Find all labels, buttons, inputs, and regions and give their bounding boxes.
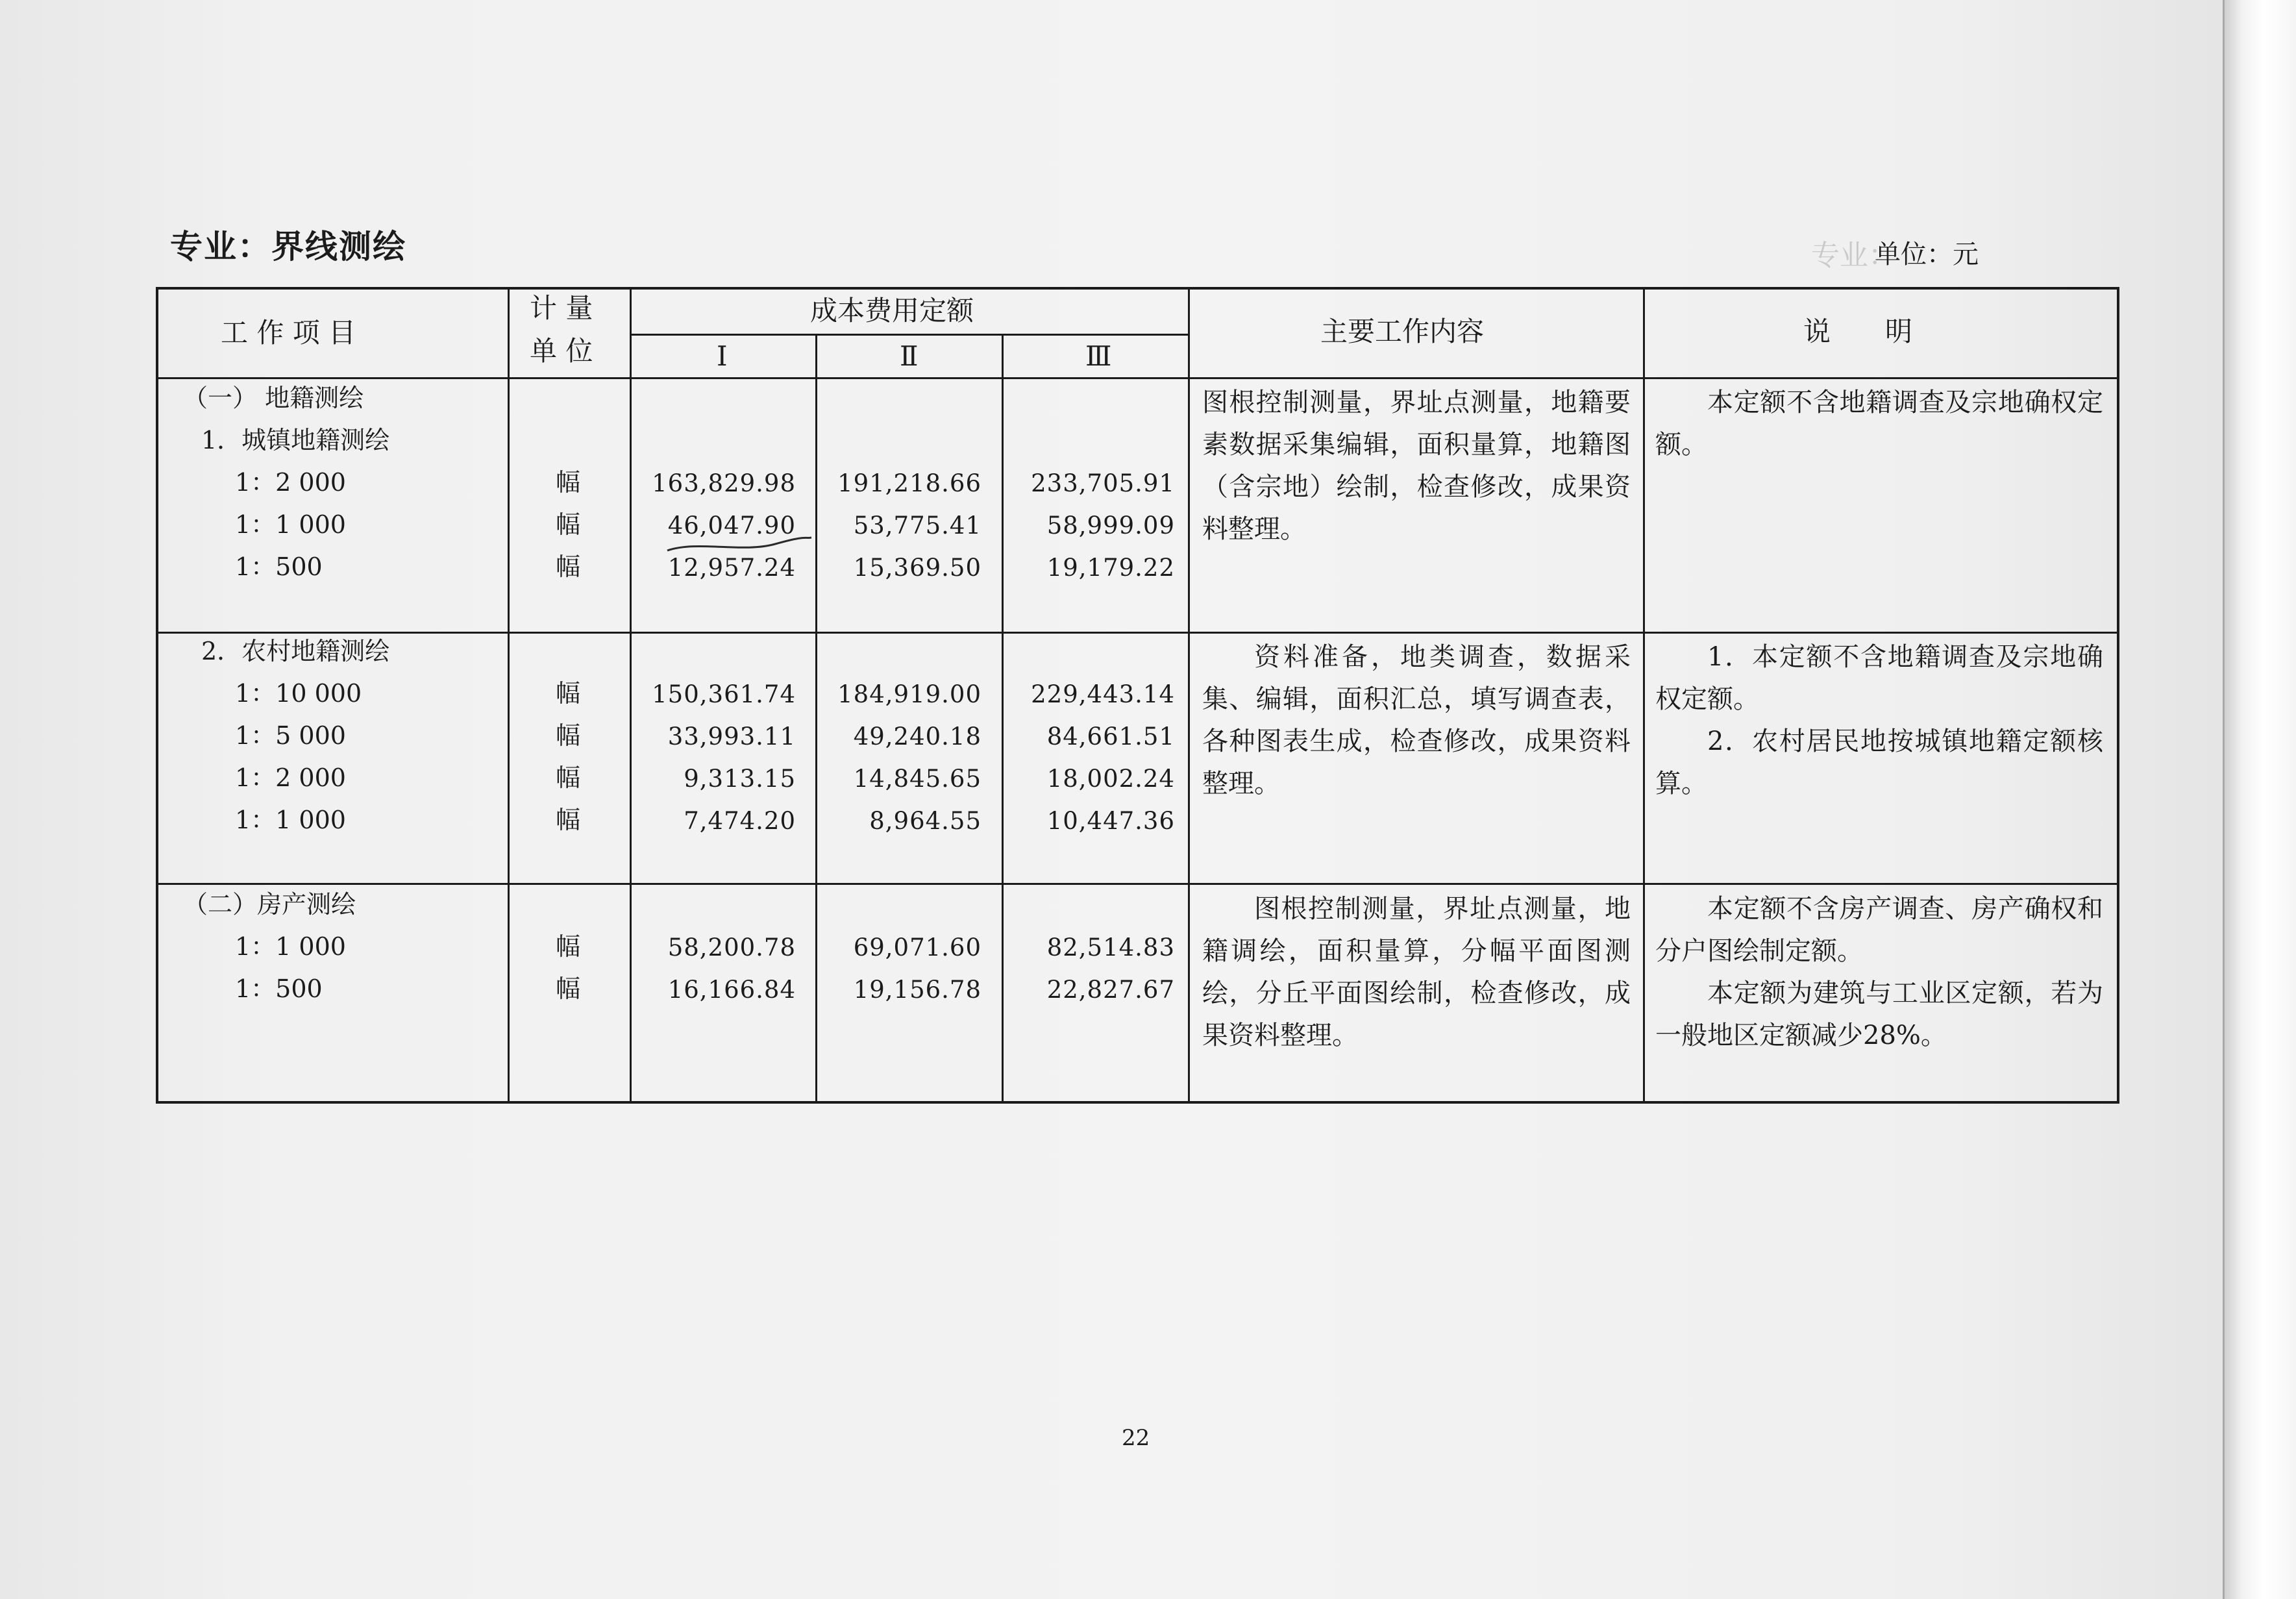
row-value-grade3: 84,661.51: [1046, 723, 1175, 750]
row-unit: 幅: [556, 552, 581, 581]
row-value-grade3: 233,705.91: [1031, 469, 1175, 497]
row-value-grade2: 184,919.00: [837, 680, 981, 708]
section-title: （一） 地籍测绘: [183, 384, 364, 412]
row-value-grade1: 7,474.20: [684, 807, 796, 835]
note-text: 本定额为建筑与工业区定额，若为一般地区定额减少28%。: [1655, 978, 2103, 1050]
row-value-grade1: 16,166.84: [667, 976, 796, 1004]
subsection-title: 1．城镇地籍测绘: [201, 426, 390, 454]
row-value-grade2: 53,775.41: [853, 512, 981, 539]
row-value-grade2: 191,218.66: [837, 469, 981, 497]
row-scale: 1：10 000: [235, 679, 362, 708]
row-scale: 1：1 000: [235, 932, 346, 961]
note-text: 2．农村居民地按城镇地籍定额核算。: [1655, 726, 2103, 799]
quota-table: [156, 287, 2119, 1104]
row-value-grade2: 49,240.18: [853, 723, 981, 750]
header-main-content: 主要工作内容: [1320, 316, 1485, 347]
row-value-grade3: 58,999.09: [1046, 512, 1175, 539]
header-cost-quota: 成本费用定额: [810, 295, 974, 327]
row-value-grade2: 15,369.50: [853, 554, 981, 582]
header-grade-2: Ⅱ: [900, 340, 919, 372]
row-unit: 幅: [556, 932, 581, 961]
page-title: 专业：界线测绘: [170, 227, 406, 266]
row-value-grade3: 229,443.14: [1031, 680, 1175, 708]
subsection-title: 2．农村地籍测绘: [201, 637, 390, 665]
row-value-grade1: 12,957.24: [667, 554, 796, 582]
row-value-grade3: 22,827.67: [1046, 976, 1175, 1004]
main-content-text: 图根控制测量，界址点测量，地籍要素数据采集编辑，面积量算，地籍图（含宗地）绘制，检查修改，成果资料整理。: [1202, 388, 1631, 544]
row-unit: 幅: [556, 763, 581, 792]
note-text: 1．本定额不含地籍调查及宗地确权定额。: [1655, 642, 2103, 714]
row-scale: 1：5 000: [235, 721, 346, 750]
row-scale: 1：500: [235, 974, 323, 1003]
row-scale: 1：1 000: [235, 806, 346, 834]
header-work-item: 工 作 项 目: [221, 317, 356, 349]
row-value-grade3: 82,514.83: [1046, 934, 1175, 961]
row-unit: 幅: [556, 679, 581, 708]
header-note: 说 明: [1803, 316, 1913, 347]
header-grade-1: Ⅰ: [717, 340, 728, 372]
row-value-grade1: 163,829.98: [652, 469, 796, 497]
section-title: （二）房产测绘: [183, 890, 356, 919]
row-scale: 1：2 000: [235, 763, 346, 792]
page-number: 22: [1122, 1425, 1150, 1451]
unit-label: 单位：元: [1875, 240, 1979, 269]
bleed-through-text: 专业：: [1811, 239, 1897, 272]
row-value-grade2: 8,964.55: [869, 807, 981, 835]
note-text: 本定额不含房产调查、房产确权和分户图绘制定额。: [1655, 894, 2103, 966]
row-unit: 幅: [556, 974, 581, 1003]
header-unit-line1: 计 量: [530, 292, 593, 324]
row-value-grade3: 10,447.36: [1046, 807, 1175, 835]
row-value-grade2: 19,156.78: [853, 976, 981, 1004]
row-value-grade1: 58,200.78: [667, 934, 796, 961]
row-value-grade2: 69,071.60: [853, 934, 981, 961]
row-unit: 幅: [556, 468, 581, 497]
row-scale: 1：500: [235, 552, 323, 581]
row-unit: 幅: [556, 806, 581, 834]
row-scale: 1：1 000: [235, 510, 346, 539]
row-value-grade1: 33,993.11: [667, 723, 796, 750]
row-value-grade1: 46,047.90: [667, 512, 796, 539]
row-value-grade3: 19,179.22: [1046, 554, 1175, 582]
book-page-edge: [2223, 0, 2296, 1599]
header-unit-line2: 单 位: [530, 335, 593, 367]
row-value-grade1: 150,361.74: [652, 680, 796, 708]
header-grade-3: Ⅲ: [1085, 340, 1112, 372]
row-value-grade2: 14,845.65: [853, 765, 981, 793]
main-content-text: 资料准备，地类调查，数据采集、编辑，面积汇总，填写调查表，各种图表生成，检查修改，成果资料整理。: [1202, 642, 1631, 799]
row-unit: 幅: [556, 510, 581, 539]
row-unit: 幅: [556, 721, 581, 750]
row-value-grade1: 9,313.15: [684, 765, 796, 793]
main-content-text: 图根控制测量，界址点测量，地籍调绘，面积量算，分幅平面图测绘，分丘平面图绘制，检查修改，成果资料整理。: [1202, 894, 1631, 1050]
handwritten-underline-mark: [665, 531, 814, 557]
note-text: 本定额不含地籍调查及宗地确权定额。: [1655, 388, 2103, 460]
row-value-grade3: 18,002.24: [1046, 765, 1175, 793]
row-scale: 1：2 000: [235, 468, 346, 497]
